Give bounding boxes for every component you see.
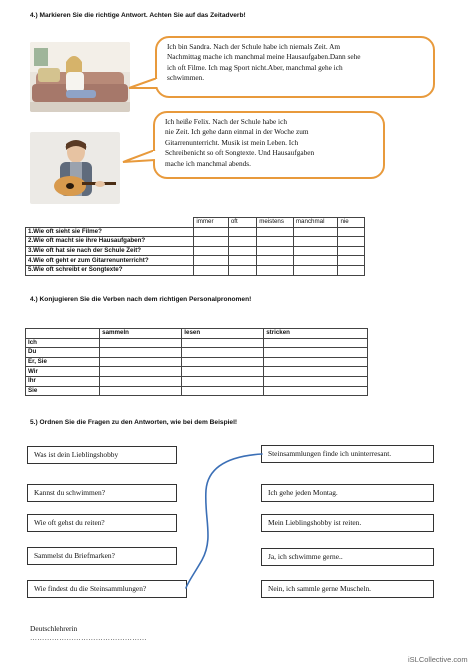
conjugation-cell[interactable] [182, 357, 264, 367]
question-box[interactable]: Kannst du schwimmen? [27, 484, 177, 502]
pronoun-cell: Er, Sie [26, 357, 100, 367]
section3-heading: 5.) Ordnen Sie die Fragen zu den Antworten, wie bei dem Beispiel! [30, 419, 238, 426]
conjugation-cell[interactable] [182, 367, 264, 377]
bubble-sandra-line: schwimmen. [167, 73, 205, 83]
table-col-header: manchmal [293, 218, 338, 228]
table-row [26, 265, 365, 275]
bubble-sandra-line: Ich bin Sandra. Nach der Schule habe ich niemals Zeit. Am [167, 42, 341, 51]
table-row [26, 227, 365, 237]
answer-cell[interactable] [228, 256, 256, 266]
conjugation-cell[interactable] [100, 348, 182, 358]
table-col-header: stricken [264, 329, 368, 339]
answer-box[interactable]: Steinsammlungen finde ich uninterresant. [261, 445, 434, 463]
answer-cell[interactable] [257, 256, 294, 266]
signature-dots: ………………………………………… [30, 634, 147, 642]
conjugation-cell[interactable] [264, 338, 368, 348]
teacher-label: Deutschlehrerin [30, 624, 78, 633]
answer-cell[interactable] [194, 256, 229, 266]
answer-cell[interactable] [338, 227, 365, 237]
conjugation-cell[interactable] [264, 376, 368, 386]
answer-cell[interactable] [293, 227, 338, 237]
conjugation-cell[interactable] [182, 386, 264, 396]
bubble-felix-line: Schreibenicht so oft Songtexte. Und Hausaufgaben [165, 148, 315, 158]
table-col-header: meistens [257, 218, 294, 228]
table-row [26, 386, 368, 396]
answer-cell[interactable] [228, 265, 256, 275]
answer-box[interactable]: Mein Lieblingshobby ist reiten. [261, 514, 434, 532]
conjugation-cell[interactable] [100, 357, 182, 367]
answer-cell[interactable] [194, 265, 229, 275]
section1-heading: 4.) Markieren Sie die richtige Antwort. Achten Sie auf das Zeitadverb! [30, 12, 246, 19]
bubble-felix-line: nie Zeit. Ich gehe dann einmal in der Woche zum [165, 127, 309, 137]
answer-box[interactable]: Ja, ich schwimme gerne.. [261, 548, 434, 566]
conjugation-cell[interactable] [264, 348, 368, 358]
pronoun-cell: Ich [26, 338, 100, 348]
table-row [26, 357, 368, 367]
question-cell: 4.Wie oft geht er zum Gitarrenunterricht? [26, 256, 194, 266]
watermark: iSLCollective.com [408, 655, 468, 664]
answer-box[interactable]: Nein, ich sammle gerne Muscheln. [261, 580, 434, 598]
answer-cell[interactable] [257, 237, 294, 247]
speech-bubble-felix [153, 111, 385, 179]
table-row [26, 348, 368, 358]
table-row [26, 256, 365, 266]
table-header-row [26, 218, 365, 228]
table-col-header: lesen [182, 329, 264, 339]
answer-cell[interactable] [293, 237, 338, 247]
bubble-sandra-line: Nachmittag mache ich manchmal meine Hausaufgaben.Dann sehe [167, 52, 361, 62]
answer-cell[interactable] [194, 227, 229, 237]
pronoun-cell: Wir [26, 367, 100, 377]
question-box[interactable]: Wie oft gehst du reiten? [27, 514, 177, 532]
question-cell: 1.Wie oft sieht sie Filme? [26, 227, 194, 237]
conjugation-cell[interactable] [100, 367, 182, 377]
conjugation-cell[interactable] [100, 338, 182, 348]
question-cell: 5.Wie oft schreibt er Songtexte? [26, 265, 194, 275]
table-row [26, 246, 365, 256]
pronoun-cell: Du [26, 348, 100, 358]
conjugation-table [25, 328, 368, 396]
answer-cell[interactable] [194, 237, 229, 247]
answer-cell[interactable] [338, 237, 365, 247]
photo-sandra [30, 42, 130, 112]
section2-heading: 4.) Konjugieren Sie die Verben nach dem richtigen Personalpronomen! [30, 296, 252, 303]
conjugation-cell[interactable] [182, 338, 264, 348]
conjugation-cell[interactable] [264, 386, 368, 396]
question-box[interactable]: Sammelst du Briefmarken? [27, 547, 177, 565]
table-col-header: oft [228, 218, 256, 228]
table-row [26, 237, 365, 247]
conjugation-cell[interactable] [264, 367, 368, 377]
photo-felix [30, 132, 120, 204]
conjugation-cell[interactable] [182, 376, 264, 386]
speech-bubble-sandra [155, 36, 435, 98]
answer-cell[interactable] [293, 246, 338, 256]
example-connector-line [180, 448, 266, 593]
conjugation-cell[interactable] [182, 348, 264, 358]
bubble-sandra-tail [128, 78, 160, 92]
answer-cell[interactable] [338, 265, 365, 275]
bubble-felix-line: mache ich manchmal abends. [165, 158, 251, 168]
table-row [26, 367, 368, 377]
answer-cell[interactable] [228, 237, 256, 247]
conjugation-cell[interactable] [264, 357, 368, 367]
pronoun-cell: Ihr [26, 376, 100, 386]
table-row [26, 338, 368, 348]
bubble-felix-tail [122, 150, 156, 166]
question-box[interactable]: Wie findest du die Steinsammlungen? [27, 580, 187, 598]
answer-cell[interactable] [293, 265, 338, 275]
answer-box[interactable]: Ich gehe jeden Montag. [261, 484, 434, 502]
answer-cell[interactable] [293, 256, 338, 266]
table-row [26, 376, 368, 386]
bubble-felix-line: Ich heiße Felix. Nach der Schule habe ich [165, 117, 287, 126]
answer-cell[interactable] [257, 246, 294, 256]
table-corner [26, 218, 194, 228]
answer-cell[interactable] [338, 256, 365, 266]
table-header-row [26, 329, 368, 339]
frequency-table [25, 217, 365, 276]
bubble-felix-line: Gitarrenunterricht. Musik ist mein Leben. Ich [165, 137, 299, 147]
answer-cell[interactable] [257, 265, 294, 275]
answer-cell[interactable] [228, 246, 256, 256]
conjugation-cell[interactable] [100, 376, 182, 386]
question-box[interactable]: Was ist dein Lieblingshobby [27, 446, 177, 464]
pronoun-cell: Sie [26, 386, 100, 396]
question-cell: 3.Wie oft hat sie nach der Schule Zeit? [26, 246, 194, 256]
table-col-header: sammeln [100, 329, 182, 339]
table-col-header: nie [338, 218, 365, 228]
conjugation-cell[interactable] [100, 386, 182, 396]
answer-cell[interactable] [228, 227, 256, 237]
bubble-sandra-line: ich oft Filme. Ich mag Sport nicht.Aber, manchmal gehe ich [167, 62, 343, 72]
answer-cell[interactable] [338, 246, 365, 256]
answer-cell[interactable] [257, 227, 294, 237]
answer-cell[interactable] [194, 246, 229, 256]
table-corner [26, 329, 100, 339]
table-col-header: immer [194, 218, 229, 228]
question-cell: 2.Wie oft macht sie ihre Hausaufgaben? [26, 237, 194, 247]
